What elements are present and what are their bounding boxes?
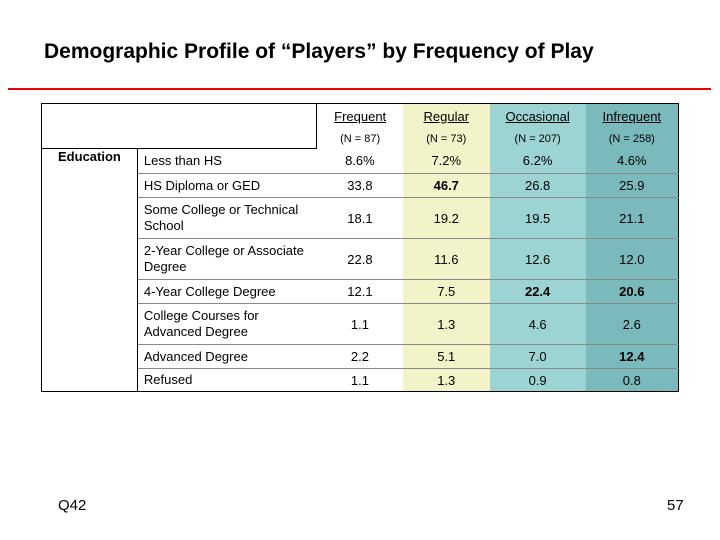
slide-title: Demographic Profile of “Players” by Frequency of Play xyxy=(44,40,594,63)
row-label: Refused xyxy=(137,369,317,392)
cell-regular: 1.3 xyxy=(403,369,490,392)
cell-regular: 11.6 xyxy=(403,239,490,280)
row-label: College Courses for Advanced Degree xyxy=(137,304,317,345)
cell-frequent: 33.8 xyxy=(317,174,403,198)
cell-frequent: 12.1 xyxy=(317,280,403,304)
table-row xyxy=(42,174,679,198)
cell-infrequent: 2.6 xyxy=(586,304,679,345)
cell-infrequent: 12.4 xyxy=(586,345,679,369)
page-number: 57 xyxy=(667,497,684,514)
cell-regular: 19.2 xyxy=(403,198,490,239)
cell-occasional: 12.6 xyxy=(490,239,586,280)
cell-regular: 46.7 xyxy=(403,174,490,198)
cell-frequent: 22.8 xyxy=(317,239,403,280)
cell-regular: 7.2% xyxy=(403,149,490,174)
row-label: Advanced Degree xyxy=(137,345,317,369)
cell-frequent: 8.6% xyxy=(317,149,403,174)
cell-frequent: 2.2 xyxy=(317,345,403,369)
row-label: Some College or Technical School xyxy=(137,198,317,239)
cell-occasional: 6.2% xyxy=(490,149,586,174)
cell-occasional: 19.5 xyxy=(490,198,586,239)
table-row xyxy=(42,304,679,345)
cell-regular: 7.5 xyxy=(403,280,490,304)
cell-infrequent: 20.6 xyxy=(586,280,679,304)
title-divider xyxy=(8,88,711,90)
sample-size-frequent: (N = 87) xyxy=(317,129,403,149)
table-row xyxy=(42,239,679,280)
column-header-occasional: Occasional xyxy=(490,104,586,129)
cell-regular: 5.1 xyxy=(403,345,490,369)
cell-occasional: 7.0 xyxy=(490,345,586,369)
column-header-infrequent: Infrequent xyxy=(586,104,679,129)
cell-frequent: 1.1 xyxy=(317,304,403,345)
table-row xyxy=(42,369,679,392)
cell-occasional: 4.6 xyxy=(490,304,586,345)
sample-size-occasional: (N = 207) xyxy=(490,129,586,149)
cell-frequent: 1.1 xyxy=(317,369,403,392)
sample-size-infrequent: (N = 258) xyxy=(586,129,679,149)
cell-regular: 1.3 xyxy=(403,304,490,345)
cell-frequent: 18.1 xyxy=(317,198,403,239)
row-label: Less than HS xyxy=(143,153,222,168)
section-label-text: Education xyxy=(58,149,121,164)
cell-infrequent: 4.6% xyxy=(586,149,679,174)
question-reference: Q42 xyxy=(58,497,87,514)
column-header-regular: Regular xyxy=(403,104,490,129)
cell-infrequent: 21.1 xyxy=(586,198,679,239)
table-row xyxy=(42,280,679,304)
section-label-education xyxy=(42,149,138,392)
header-corner xyxy=(42,104,317,149)
cell-occasional: 22.4 xyxy=(490,280,586,304)
cell-occasional: 26.8 xyxy=(490,174,586,198)
education-frequency-table xyxy=(41,103,679,392)
table-row xyxy=(42,149,679,174)
cell-infrequent: 25.9 xyxy=(586,174,679,198)
row-label: 4-Year College Degree xyxy=(137,280,317,304)
table-row xyxy=(42,198,679,239)
header-row xyxy=(42,104,679,129)
cell-occasional: 0.9 xyxy=(490,369,586,392)
row-label: 2-Year College or Associate Degree xyxy=(137,239,317,280)
sample-size-regular: (N = 73) xyxy=(403,129,490,149)
cell-infrequent: 0.8 xyxy=(586,369,679,392)
row-label: HS Diploma or GED xyxy=(137,174,317,198)
cell-infrequent: 12.0 xyxy=(586,239,679,280)
table-row xyxy=(42,345,679,369)
column-header-frequent: Frequent xyxy=(317,104,403,129)
